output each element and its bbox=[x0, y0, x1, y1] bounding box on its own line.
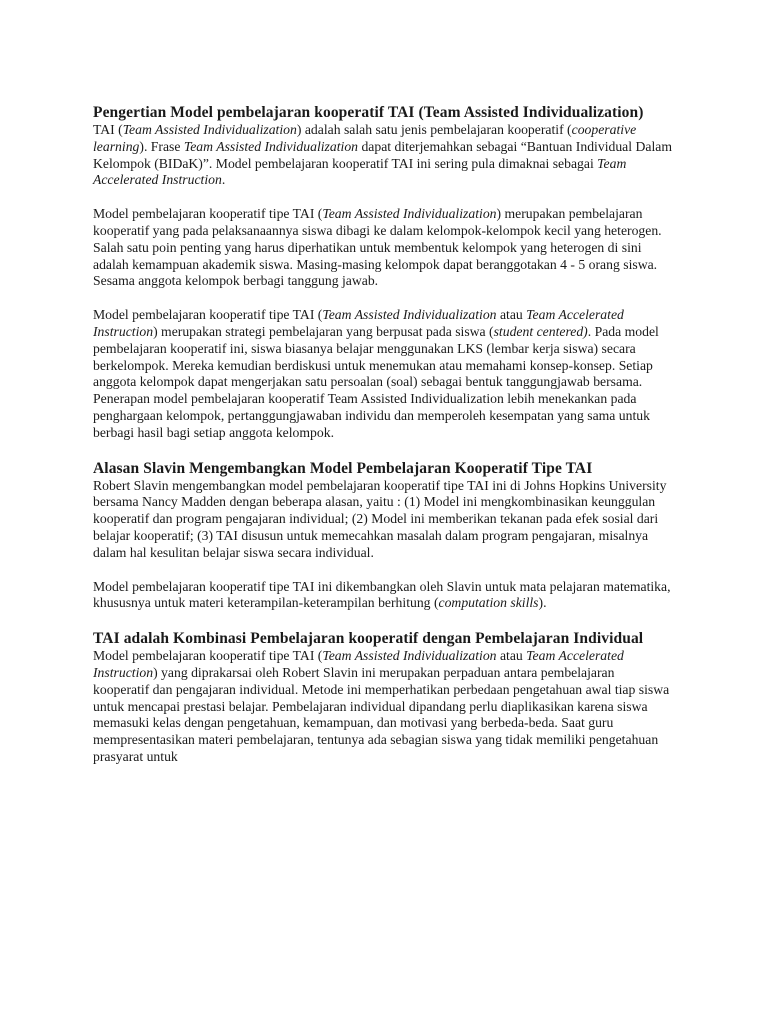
paragraph bbox=[93, 579, 672, 613]
text-run: Model pembelajaran kooperatif tipe TAI ( bbox=[93, 648, 323, 664]
italic-text-run: computation skills bbox=[438, 595, 539, 611]
text-run: . Pada model pembelajaran kooperatif ini, siswa biasanya belajar menggunakan LKS (lembar kerja siswa) secara berkelompok. Mereka kemudian berdiskusi untuk menemukan atau memahami konsep-konsep. Setiap anggota kelompok dapat mengerjakan satu persoalan (soal) sebagai bentuk tanggungjawab bersama. Penerapan model pembelajaran kooperatif Team Assisted Individualization lebih menekankan pada penghargaan kelompok, pertanggungjawaban individu dan memperoleh kesempatan yang sama untuk berbagi hasil bagi setiap anggota kelompok. bbox=[93, 323, 659, 440]
text-run: dapat diterjemahkan sebagai “Bantuan Individual Dalam Kelompok (BIDaK)”. Model pembelajaran kooperatif TAI ini sering pula dimaknai sebagai bbox=[93, 138, 672, 171]
italic-text-run: student centered) bbox=[493, 323, 588, 339]
text-run: ) merupakan pembelajaran kooperatif yang pada pelaksanaannya siswa dibagi ke dalam kelompok-kelompok kecil yang heterogen. Salah satu poin penting yang harus diperhatikan untuk membentuk kelompok yang heterogen di sini adalah kemampuan akademik siswa. Masing-masing kelompok dapat beranggotakan 4 - 5 orang siswa. Sesama anggota kelompok berbagi tanggung jawab. bbox=[93, 206, 662, 289]
text-run: ) yang diprakarsai oleh Robert Slavin ini merupakan perpaduan antara pembelajaran kooperatif dan pengajaran individual. Metode ini memperhatikan perbedaan pengetahuan awal tiap siswa untuk mencapai prestasi belajar. Pembelajaran individual dipandang perlu diaplikasikan karena siswa memasuki kelas dengan pengetahuan, kemampuan, dan motivasi yang berbeda-beda. Saat guru mempresentasikan materi pembelajaran, tentunya ada sebagian siswa yang tidak memiliki pengetahuan prasyarat untuk bbox=[93, 664, 670, 764]
italic-text-run: cooperative learning bbox=[93, 122, 637, 154]
paragraph bbox=[93, 478, 672, 562]
text-run: ) adalah salah satu jenis pembelajaran kooperatif ( bbox=[296, 122, 572, 137]
italic-text-run: Team Accelerated Instruction bbox=[93, 307, 624, 339]
text-run: Model pembelajaran kooperatif tipe TAI ( bbox=[93, 307, 323, 323]
text-run: Robert Slavin mengembangkan model pembelajaran kooperatif tipe TAI ini di Johns Hopkins University bersama Nancy Madden dengan beberapa alasan, yaitu : (1) Model ini mengkombinasikan keunggulan kooperatif dan program pengajaran individual; (2) Model ini memberikan tekanan pada efek sosial dari belajar kooperatif; (3) TAI disusun untuk memecahkan masalah dalam program pengajaran, misalnya dalam hal kesulitan belajar siswa secara individual. bbox=[93, 477, 667, 560]
text-run: Model pembelajaran kooperatif tipe TAI ( bbox=[93, 206, 323, 222]
text-run: TAI ( bbox=[93, 122, 123, 137]
text-run: atau bbox=[496, 648, 527, 664]
text-run: atau bbox=[496, 307, 527, 323]
paragraph bbox=[93, 648, 672, 766]
italic-text-run: Team Assisted Individualization bbox=[322, 206, 497, 222]
italic-text-run: Team Accelerated Instruction bbox=[93, 155, 627, 188]
italic-text-run: Team Assisted Individualization bbox=[183, 138, 359, 154]
text-run: Model pembelajaran kooperatif tipe TAI ini dikembangkan oleh Slavin untuk mata pelajaran matematika, khususnya untuk materi keterampilan-keterampilan berhitung ( bbox=[93, 578, 671, 611]
italic-text-run: Team Assisted Individualization bbox=[322, 648, 497, 664]
text-run: ). bbox=[538, 595, 547, 611]
italic-text-run: Team Accelerated Instruction bbox=[93, 648, 624, 680]
text-run: ). Frase bbox=[139, 138, 184, 154]
text-run: . bbox=[221, 172, 226, 188]
text-run: ) merupakan strategi pembelajaran yang berpusat pada siswa ( bbox=[153, 323, 494, 339]
section-heading: TAI adalah Kombinasi Pembelajaran kooperatif dengan Pembelajaran Individual bbox=[93, 630, 644, 648]
italic-text-run: Team Assisted Individualization bbox=[322, 307, 497, 323]
italic-text-run: Team Assisted Individualization bbox=[122, 122, 297, 137]
paragraph bbox=[93, 122, 672, 189]
section-heading: Alasan Slavin Mengembangkan Model Pembelajaran Kooperatif Tipe TAI bbox=[93, 459, 593, 477]
paragraph bbox=[93, 206, 672, 290]
section-heading: Pengertian Model pembelajaran kooperatif TAI (Team Assisted Individualization) bbox=[93, 104, 644, 121]
paragraph bbox=[93, 307, 672, 441]
